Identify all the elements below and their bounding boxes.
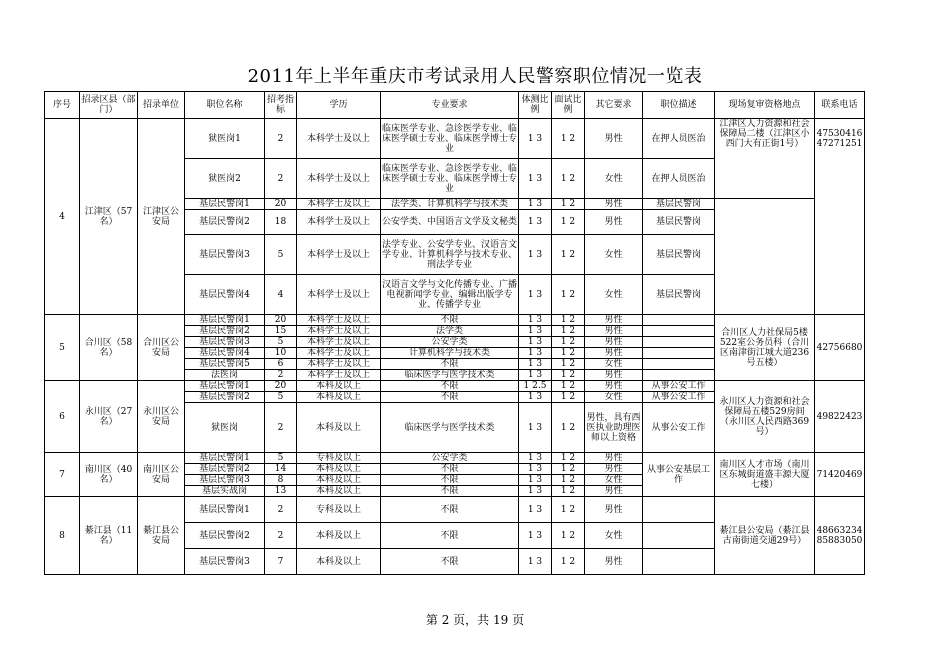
interview-ratio-cell: 1 2: [552, 348, 585, 359]
pe-ratio-cell: 1 3: [519, 523, 552, 549]
pe-ratio-cell: 1 2.5: [519, 381, 552, 392]
major-cell: 不限: [381, 549, 519, 575]
other-cell: 女性: [585, 475, 643, 486]
pe-ratio-cell: 1 3: [519, 475, 552, 486]
education-cell: 本科及以上: [297, 475, 381, 486]
major-cell: 法学类: [381, 326, 519, 337]
interview-ratio-cell: 1 2: [552, 523, 585, 549]
description-cell: 从事公安工作: [643, 392, 715, 403]
education-cell: 本科学士及以上: [297, 337, 381, 348]
interview-ratio-cell: 1 2: [552, 119, 585, 159]
unit-cell: 南川区公安局: [138, 453, 185, 497]
other-cell: 男性: [585, 497, 643, 523]
county-cell: 江津区（57名）: [80, 119, 138, 315]
quota-cell: 2: [265, 497, 297, 523]
education-cell: 本科及以上: [297, 549, 381, 575]
interview-ratio-cell: 1 2: [552, 210, 585, 235]
pe-ratio-cell: 1 3: [519, 326, 552, 337]
interview-ratio-cell: 1 2: [552, 392, 585, 403]
position-cell: 基层民警岗2: [185, 210, 265, 235]
interview-ratio-cell: 1 2: [552, 549, 585, 575]
quota-cell: 6: [265, 359, 297, 370]
other-cell: 男性: [585, 348, 643, 359]
table-row: [45, 453, 865, 464]
pe-ratio-cell: 1 3: [519, 210, 552, 235]
quota-cell: 20: [265, 315, 297, 326]
major-cell: 计算机科学与技术类: [381, 348, 519, 359]
description-cell: [643, 315, 715, 326]
pe-ratio-cell: 1 3: [519, 486, 552, 497]
other-cell: 男性: [585, 381, 643, 392]
other-cell: 女性: [585, 275, 643, 315]
county-cell: 合川区（58名）: [80, 315, 138, 381]
education-cell: 本科学士及以上: [297, 275, 381, 315]
description-cell: [643, 326, 715, 337]
unit-cell: 合川区公安局: [138, 315, 185, 381]
position-cell: 基层民警岗2: [185, 464, 265, 475]
unit-cell: 綦江县公安局: [138, 497, 185, 575]
interview-ratio-cell: 1 2: [552, 486, 585, 497]
page-footer: 第 2 页，共 19 页: [425, 613, 525, 627]
table-row: [45, 119, 865, 159]
major-cell: 不限: [381, 523, 519, 549]
education-cell: 本科学士及以上: [297, 159, 381, 199]
description-cell: 基层民警岗: [643, 210, 715, 235]
major-cell: 汉语言文学与文化传播专业、广播电视新闻学专业、编辑出版学专业、传播学专业: [381, 275, 519, 315]
header-unit: 招录单位: [138, 92, 185, 119]
education-cell: 本科学士及以上: [297, 210, 381, 235]
other-cell: 男性: [585, 315, 643, 326]
description-cell: 在押人员医治: [643, 119, 715, 159]
pe-ratio-cell: 1 3: [519, 199, 552, 210]
seq-cell: 5: [45, 315, 80, 381]
quota-cell: 5: [265, 337, 297, 348]
pe-ratio-cell: 1 3: [519, 275, 552, 315]
position-cell: 基层民警岗2: [185, 392, 265, 403]
interview-ratio-cell: 1 2: [552, 453, 585, 464]
position-cell: 基层民警岗3: [185, 235, 265, 275]
page-title: 2011年上半年重庆市考试录用人民警察职位情况一览表: [247, 66, 703, 87]
description-cell: 基层民警岗: [643, 275, 715, 315]
phone-cell: 71420469: [815, 453, 865, 497]
header-interview-ratio: 面试比例: [552, 92, 585, 119]
quota-cell: 5: [265, 392, 297, 403]
other-cell: 男性，具有西医执业助理医师以上资格: [585, 403, 643, 453]
position-cell: 基层民警岗1: [185, 453, 265, 464]
pe-ratio-cell: 1 3: [519, 359, 552, 370]
interview-ratio-cell: 1 2: [552, 326, 585, 337]
quota-cell: 2: [265, 119, 297, 159]
header-quota: 招考指标: [265, 92, 297, 119]
pe-ratio-cell: 1 3: [519, 337, 552, 348]
education-cell: 本科学士及以上: [297, 199, 381, 210]
interview-ratio-cell: 1 2: [552, 159, 585, 199]
position-cell: 基层民警岗2: [185, 523, 265, 549]
table-row: [45, 315, 865, 326]
quota-cell: 5: [265, 235, 297, 275]
position-cell: 基层民警岗1: [185, 381, 265, 392]
quota-cell: 7: [265, 549, 297, 575]
quota-cell: 10: [265, 348, 297, 359]
other-cell: 女性: [585, 359, 643, 370]
pe-ratio-cell: 1 3: [519, 235, 552, 275]
phone-cell: 42756680: [815, 315, 865, 381]
education-cell: 本科学士及以上: [297, 370, 381, 381]
interview-ratio-cell: 1 2: [552, 497, 585, 523]
quota-cell: 8: [265, 475, 297, 486]
major-cell: 不限: [381, 392, 519, 403]
pe-ratio-cell: 1 3: [519, 315, 552, 326]
other-cell: 男性: [585, 210, 643, 235]
major-cell: 不限: [381, 359, 519, 370]
quota-cell: 13: [265, 486, 297, 497]
major-cell: 公安学类: [381, 453, 519, 464]
other-cell: 男性: [585, 370, 643, 381]
other-cell: 男性: [585, 326, 643, 337]
interview-ratio-cell: 1 2: [552, 359, 585, 370]
quota-cell: 5: [265, 453, 297, 464]
other-cell: 女性: [585, 523, 643, 549]
description-cell: [643, 337, 715, 348]
position-cell: 基层民警岗3: [185, 475, 265, 486]
county-cell: 永川区（27名）: [80, 381, 138, 453]
other-cell: 女性: [585, 159, 643, 199]
position-cell: 狱医岗: [185, 403, 265, 453]
description-cell: 在押人员医治: [643, 159, 715, 199]
major-cell: 法学专业、公安学专业、汉语言文学专业、计算机科学与技术专业、刑法学专业: [381, 235, 519, 275]
seq-cell: 7: [45, 453, 80, 497]
header-phone: 联系电话: [815, 92, 865, 119]
description-cell: [643, 523, 715, 549]
seq-cell: 8: [45, 497, 80, 575]
header-other: 其它要求: [585, 92, 643, 119]
position-cell: 基层民警岗2: [185, 326, 265, 337]
education-cell: 本科及以上: [297, 381, 381, 392]
education-cell: 本科及以上: [297, 392, 381, 403]
other-cell: 女性: [585, 392, 643, 403]
pe-ratio-cell: 1 3: [519, 392, 552, 403]
position-cell: 狱医岗1: [185, 119, 265, 159]
interview-ratio-cell: 1 2: [552, 315, 585, 326]
education-cell: 本科学士及以上: [297, 119, 381, 159]
interview-ratio-cell: 1 2: [552, 381, 585, 392]
quota-cell: 18: [265, 210, 297, 235]
review-site-cell: 南川区人才市场（南川区东城街道盛丰源大厦七楼）: [715, 453, 815, 497]
description-cell: [643, 348, 715, 359]
position-cell: 基层民警岗1: [185, 315, 265, 326]
position-cell: 基层民警岗5: [185, 359, 265, 370]
quota-cell: 14: [265, 464, 297, 475]
other-cell: 男性: [585, 337, 643, 348]
position-cell: 法医岗: [185, 370, 265, 381]
major-cell: 不限: [381, 464, 519, 475]
table-row: [45, 381, 865, 392]
position-cell: 基层民警岗3: [185, 337, 265, 348]
description-cell: 基层民警岗: [643, 235, 715, 275]
other-cell: 男性: [585, 549, 643, 575]
interview-ratio-cell: 1 2: [552, 235, 585, 275]
quota-cell: 2: [265, 159, 297, 199]
position-cell: 基层民警岗1: [185, 199, 265, 210]
other-cell: 男性: [585, 199, 643, 210]
header-major: 专业要求: [381, 92, 519, 119]
education-cell: 本科学士及以上: [297, 359, 381, 370]
education-cell: 本科学士及以上: [297, 235, 381, 275]
position-cell: 狱医岗2: [185, 159, 265, 199]
other-cell: 男性: [585, 453, 643, 464]
review-site-cell: 永川区人力资源和社会保障局五楼529房间（永川区人民西路369号）: [715, 381, 815, 453]
review-site-cell: 綦江县公安局（綦江县古南街道交通29号）: [715, 497, 815, 575]
seq-cell: 4: [45, 119, 80, 315]
quota-cell: 2: [265, 523, 297, 549]
phone-cell: 49822423: [815, 381, 865, 453]
county-cell: 綦江县（11名）: [80, 497, 138, 575]
pe-ratio-cell: 1 3: [519, 453, 552, 464]
review-site-cell: 合川区人力社保局5楼522室公务员科（合川区南津街江城大道236号五楼）: [715, 315, 815, 381]
header-county: 招录区县（部门）: [80, 92, 138, 119]
interview-ratio-cell: 1 2: [552, 337, 585, 348]
pe-ratio-cell: 1 3: [519, 403, 552, 453]
interview-ratio-cell: 1 2: [552, 275, 585, 315]
major-cell: 临床医学专业、急诊医学专业、临床医学硕士专业、临床医学博士专业: [381, 159, 519, 199]
table-row: [45, 497, 865, 523]
major-cell: 不限: [381, 497, 519, 523]
phone-cell: 48663234 85883050: [815, 497, 865, 575]
header-education: 学历: [297, 92, 381, 119]
unit-cell: 江津区公安局: [138, 119, 185, 315]
seq-cell: 6: [45, 381, 80, 453]
major-cell: 法学类、计算机科学与技术类: [381, 199, 519, 210]
major-cell: 临床医学与医学技术类: [381, 370, 519, 381]
phone-cell: 47530416 47271251: [815, 119, 865, 315]
review-site-cell: 江津区人力资源和社会保障局二楼（江津区小西门大有正街1号）: [715, 119, 815, 199]
other-cell: 女性: [585, 235, 643, 275]
position-cell: 基层民警岗1: [185, 497, 265, 523]
position-cell: 基层民警岗4: [185, 275, 265, 315]
major-cell: 不限: [381, 381, 519, 392]
interview-ratio-cell: 1 2: [552, 403, 585, 453]
county-cell: 南川区（40名）: [80, 453, 138, 497]
quota-cell: 4: [265, 275, 297, 315]
pe-ratio-cell: 1 3: [519, 370, 552, 381]
position-cell: 基层民警岗3: [185, 549, 265, 575]
quota-cell: 20: [265, 199, 297, 210]
description-cell: [643, 359, 715, 370]
header-review-site: 现场复审资格地点: [715, 92, 815, 119]
unit-cell: 永川区公安局: [138, 381, 185, 453]
quota-cell: 20: [265, 381, 297, 392]
positions-table: [44, 91, 865, 575]
description-cell: 从事公安工作: [643, 403, 715, 453]
quota-cell: 2: [265, 370, 297, 381]
header-row: [45, 92, 865, 119]
major-cell: 临床医学与医学技术类: [381, 403, 519, 453]
header-description: 职位描述: [643, 92, 715, 119]
position-cell: 基层民警岗4: [185, 348, 265, 359]
major-cell: 不限: [381, 475, 519, 486]
education-cell: 本科及以上: [297, 403, 381, 453]
education-cell: 专科及以上: [297, 497, 381, 523]
header-pe-ratio: 体测比例: [519, 92, 552, 119]
other-cell: 男性: [585, 464, 643, 475]
description-cell: 从事公安基层工作: [643, 453, 715, 497]
pe-ratio-cell: 1 3: [519, 119, 552, 159]
major-cell: 不限: [381, 315, 519, 326]
header-position: 职位名称: [185, 92, 265, 119]
major-cell: 公安学类、中国语言文学及文秘类: [381, 210, 519, 235]
quota-cell: 2: [265, 403, 297, 453]
quota-cell: 15: [265, 326, 297, 337]
education-cell: 本科及以上: [297, 523, 381, 549]
description-cell: [643, 549, 715, 575]
major-cell: 公安学类: [381, 337, 519, 348]
education-cell: 本科及以上: [297, 486, 381, 497]
education-cell: 本科学士及以上: [297, 348, 381, 359]
review-site-blank: [715, 199, 815, 315]
interview-ratio-cell: 1 2: [552, 370, 585, 381]
interview-ratio-cell: 1 2: [552, 475, 585, 486]
education-cell: 本科学士及以上: [297, 315, 381, 326]
major-cell: 临床医学专业、急诊医学专业、临床医学硕士专业、临床医学博士专业: [381, 119, 519, 159]
pe-ratio-cell: 1 3: [519, 549, 552, 575]
description-cell: [643, 370, 715, 381]
other-cell: 男性: [585, 486, 643, 497]
pe-ratio-cell: 1 3: [519, 348, 552, 359]
interview-ratio-cell: 1 2: [552, 464, 585, 475]
education-cell: 专科及以上: [297, 453, 381, 464]
other-cell: 男性: [585, 119, 643, 159]
education-cell: 本科及以上: [297, 464, 381, 475]
education-cell: 本科学士及以上: [297, 326, 381, 337]
description-cell: [643, 497, 715, 523]
position-cell: 基层实战岗: [185, 486, 265, 497]
major-cell: 不限: [381, 486, 519, 497]
pe-ratio-cell: 1 3: [519, 497, 552, 523]
description-cell: 基层民警岗: [643, 199, 715, 210]
pe-ratio-cell: 1 3: [519, 159, 552, 199]
header-seq: 序号: [45, 92, 80, 119]
interview-ratio-cell: 1 2: [552, 199, 585, 210]
pe-ratio-cell: 1 3: [519, 464, 552, 475]
description-cell: 从事公安工作: [643, 381, 715, 392]
